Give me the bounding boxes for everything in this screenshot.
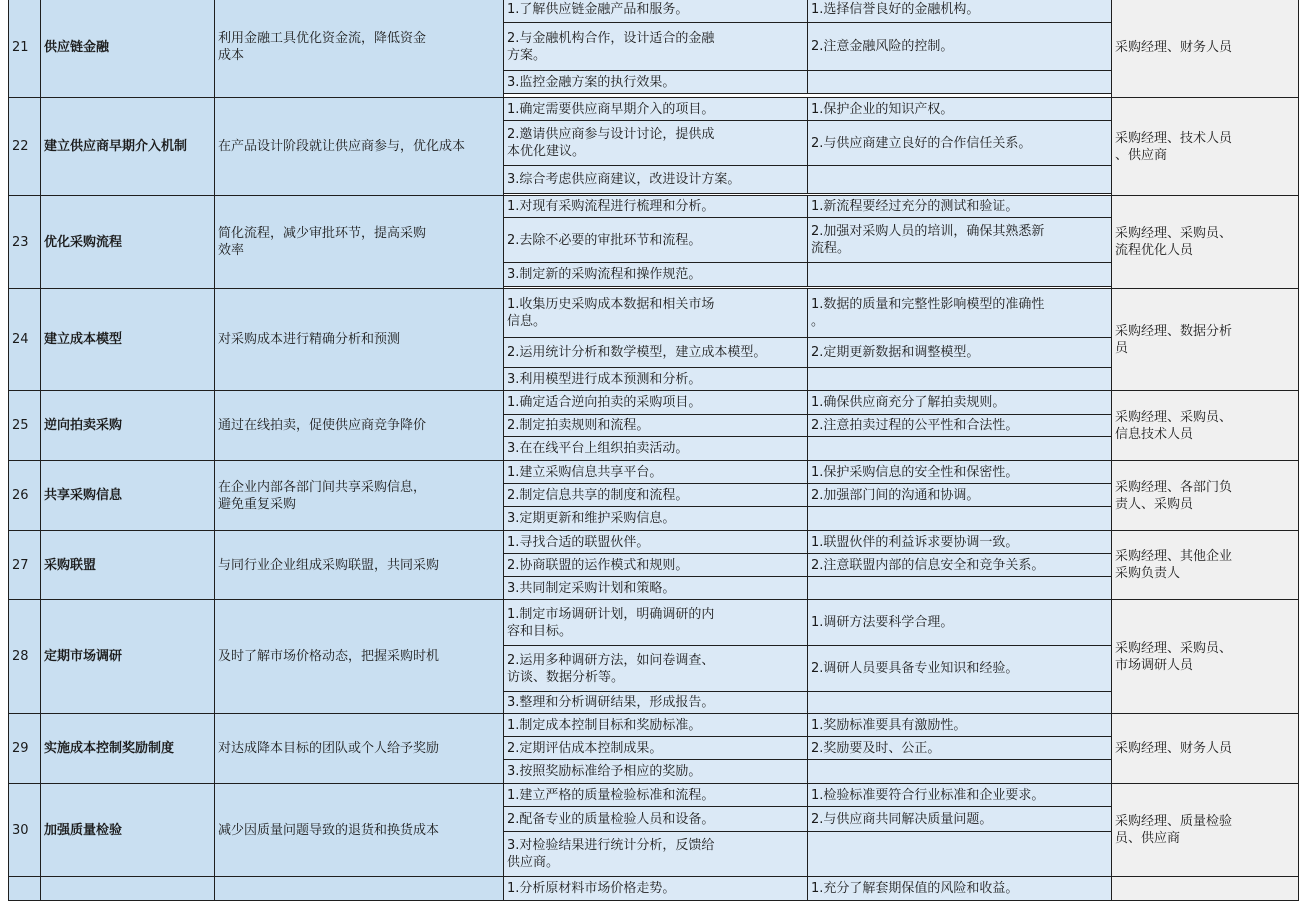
implementation-step-cell[interactable]: 1.建立采购信息共享平台。	[503, 460, 808, 484]
implementation-step-cell[interactable]: 2.制定信息共享的制度和流程。	[503, 483, 808, 507]
measure-name-cell[interactable]: 实施成本控制奖励制度	[40, 713, 215, 784]
row-number-cell[interactable]: 23	[8, 195, 41, 289]
implementation-step-cell[interactable]: 2.运用统计分析和数学模型，建立成本模型。	[503, 337, 808, 368]
precaution-note-cell[interactable]: 2.与供应商共同解决质量问题。	[807, 806, 1112, 832]
measure-description-cell[interactable]: 对达成降本目标的团队或个人给予奖励	[214, 713, 504, 784]
precaution-note-cell[interactable]: 2.注意金融风险的控制。	[807, 22, 1112, 71]
measure-description-cell[interactable]: 与同行业企业组成采购联盟，共同采购	[214, 530, 504, 600]
row-number-cell[interactable]: 22	[8, 97, 41, 196]
implementation-step-cell[interactable]: 2.协商联盟的运作模式和规则。	[503, 553, 808, 577]
row-number-cell[interactable]: 24	[8, 288, 41, 391]
precaution-note-cell[interactable]: 2.调研人员要具备专业知识和经验。	[807, 645, 1112, 692]
measure-name-cell[interactable]: 逆向拍卖采购	[40, 390, 215, 461]
responsible-person-cell[interactable]: 采购经理、采购员、 信息技术人员	[1111, 390, 1299, 461]
implementation-step-cell[interactable]: 2.定期评估成本控制成果。	[503, 736, 808, 760]
responsible-person-cell[interactable]: 采购经理、数据分析 员	[1111, 288, 1299, 391]
precaution-note-cell[interactable]: 1.充分了解套期保值的风险和收益。	[807, 876, 1112, 901]
row-number-cell[interactable]: 27	[8, 530, 41, 600]
implementation-step-cell[interactable]: 2.运用多种调研方法，如问卷调查、 访谈、数据分析等。	[503, 645, 808, 692]
row-number-cell[interactable]: 21	[8, 0, 41, 98]
precaution-note-cell[interactable]	[807, 759, 1112, 784]
implementation-step-cell[interactable]: 1.制定成本控制目标和奖励标准。	[503, 713, 808, 737]
precaution-note-cell[interactable]: 1.选择信誉良好的金融机构。	[807, 0, 1112, 23]
implementation-step-cell[interactable]: 1.了解供应链金融产品和服务。	[503, 0, 808, 23]
row-number-cell[interactable]: 30	[8, 783, 41, 877]
implementation-step-cell[interactable]: 2.制定拍卖规则和流程。	[503, 414, 808, 437]
precaution-note-cell[interactable]: 2.加强部门间的沟通和协调。	[807, 483, 1112, 507]
measure-name-cell[interactable]: 定期市场调研	[40, 599, 215, 714]
precaution-note-cell[interactable]	[807, 506, 1112, 531]
responsible-person-cell[interactable]: 采购经理、采购员、 市场调研人员	[1111, 599, 1299, 714]
measure-name-cell[interactable]: 建立供应商早期介入机制	[40, 97, 215, 196]
responsible-person-cell[interactable]	[1111, 876, 1299, 901]
responsible-person-cell[interactable]: 采购经理、其他企业 采购负责人	[1111, 530, 1299, 600]
measure-description-cell[interactable]: 减少因质量问题导致的退货和换货成本	[214, 783, 504, 877]
precaution-note-cell[interactable]: 1.调研方法要科学合理。	[807, 599, 1112, 646]
measure-name-cell[interactable]: 优化采购流程	[40, 195, 215, 289]
implementation-step-cell[interactable]: 3.在在线平台上组织拍卖活动。	[503, 436, 808, 461]
precaution-note-cell[interactable]: 2.定期更新数据和调整模型。	[807, 337, 1112, 368]
implementation-step-cell[interactable]: 1.确定需要供应商早期介入的项目。	[503, 97, 808, 121]
precaution-note-cell[interactable]: 2.注意拍卖过程的公平性和合法性。	[807, 414, 1112, 437]
precaution-note-cell[interactable]: 1.确保供应商充分了解拍卖规则。	[807, 390, 1112, 415]
responsible-person-cell[interactable]: 采购经理、质量检验 员、供应商	[1111, 783, 1299, 877]
measure-description-cell[interactable]: 利用金融工具优化资金流，降低资金 成本	[214, 0, 504, 98]
precaution-note-cell[interactable]	[807, 70, 1112, 94]
precaution-note-cell[interactable]: 1.新流程要经过充分的测试和验证。	[807, 195, 1112, 218]
implementation-step-cell[interactable]: 3.按照奖励标准给予相应的奖励。	[503, 759, 808, 784]
measure-name-cell[interactable]: 共享采购信息	[40, 460, 215, 531]
measure-description-cell[interactable]: 简化流程，减少审批环节，提高采购 效率	[214, 195, 504, 289]
responsible-person-cell[interactable]: 采购经理、技术人员 、供应商	[1111, 97, 1299, 196]
precaution-note-cell[interactable]: 2.奖励要及时、公正。	[807, 736, 1112, 760]
precaution-note-cell[interactable]: 1.联盟伙伴的利益诉求要协调一致。	[807, 530, 1112, 554]
precaution-note-cell[interactable]: 2.加强对采购人员的培训，确保其熟悉新 流程。	[807, 217, 1112, 263]
implementation-step-cell[interactable]: 3.监控金融方案的执行效果。	[503, 70, 808, 94]
implementation-step-cell[interactable]: 3.整理和分析调研结果，形成报告。	[503, 691, 808, 714]
implementation-step-cell[interactable]: 3.制定新的采购流程和操作规范。	[503, 262, 808, 287]
implementation-step-cell[interactable]: 1.建立严格的质量检验标准和流程。	[503, 783, 808, 807]
implementation-step-cell[interactable]: 1.确定适合逆向拍卖的采购项目。	[503, 390, 808, 415]
row-number-cell[interactable]: 29	[8, 713, 41, 784]
implementation-step-cell[interactable]: 1.制定市场调研计划，明确调研的内 容和目标。	[503, 599, 808, 646]
implementation-step-cell[interactable]: 3.利用模型进行成本预测和分析。	[503, 367, 808, 391]
implementation-step-cell[interactable]: 1.收集历史采购成本数据和相关市场 信息。	[503, 288, 808, 338]
implementation-step-cell[interactable]: 2.去除不必要的审批环节和流程。	[503, 217, 808, 263]
measure-description-cell[interactable]: 通过在线拍卖，促使供应商竞争降价	[214, 390, 504, 461]
precaution-note-cell[interactable]	[807, 367, 1112, 391]
precaution-note-cell[interactable]: 1.奖励标准要具有激励性。	[807, 713, 1112, 737]
precaution-note-cell[interactable]: 1.数据的质量和完整性影响模型的准确性 。	[807, 288, 1112, 338]
precaution-note-cell[interactable]: 2.注意联盟内部的信息安全和竞争关系。	[807, 553, 1112, 577]
measure-name-cell[interactable]: 建立成本模型	[40, 288, 215, 391]
precaution-note-cell[interactable]	[807, 165, 1112, 194]
measure-description-cell[interactable]	[214, 876, 504, 901]
precaution-note-cell[interactable]: 2.与供应商建立良好的合作信任关系。	[807, 120, 1112, 166]
responsible-person-cell[interactable]: 采购经理、财务人员	[1111, 713, 1299, 784]
implementation-step-cell[interactable]: 3.对检验结果进行统计分析，反馈给 供应商。	[503, 831, 808, 877]
implementation-step-cell[interactable]: 2.与金融机构合作，设计适合的金融 方案。	[503, 22, 808, 71]
measure-description-cell[interactable]: 对采购成本进行精确分析和预测	[214, 288, 504, 391]
implementation-step-cell[interactable]: 3.共同制定采购计划和策略。	[503, 576, 808, 601]
measure-name-cell[interactable]	[40, 876, 215, 901]
row-number-cell[interactable]: 25	[8, 390, 41, 461]
precaution-note-cell[interactable]: 1.检验标准要符合行业标准和企业要求。	[807, 783, 1112, 807]
implementation-step-cell[interactable]: 1.寻找合适的联盟伙伴。	[503, 530, 808, 554]
measure-description-cell[interactable]: 及时了解市场价格动态，把握采购时机	[214, 599, 504, 714]
row-number-cell[interactable]: 26	[8, 460, 41, 531]
responsible-person-cell[interactable]: 采购经理、采购员、 流程优化人员	[1111, 195, 1299, 289]
implementation-step-cell[interactable]: 3.综合考虑供应商建议，改进设计方案。	[503, 165, 808, 194]
measure-description-cell[interactable]: 在企业内部各部门间共享采购信息， 避免重复采购	[214, 460, 504, 531]
precaution-note-cell[interactable]	[807, 262, 1112, 287]
implementation-step-cell[interactable]: 3.定期更新和维护采购信息。	[503, 506, 808, 531]
implementation-step-cell[interactable]: 1.分析原材料市场价格走势。	[503, 876, 808, 901]
measure-description-cell[interactable]: 在产品设计阶段就让供应商参与，优化成本	[214, 97, 504, 196]
precaution-note-cell[interactable]: 1.保护企业的知识产权。	[807, 97, 1112, 121]
implementation-step-cell[interactable]: 2.邀请供应商参与设计讨论，提供成 本优化建议。	[503, 120, 808, 166]
responsible-person-cell[interactable]: 采购经理、各部门负 责人、采购员	[1111, 460, 1299, 531]
measure-name-cell[interactable]: 供应链金融	[40, 0, 215, 98]
responsible-person-cell[interactable]: 采购经理、财务人员	[1111, 0, 1299, 98]
precaution-note-cell[interactable]	[807, 691, 1112, 714]
precaution-note-cell[interactable]	[807, 436, 1112, 461]
implementation-step-cell[interactable]: 1.对现有采购流程进行梳理和分析。	[503, 195, 808, 218]
measure-name-cell[interactable]: 采购联盟	[40, 530, 215, 600]
precaution-note-cell[interactable]	[807, 831, 1112, 877]
row-number-cell[interactable]: 28	[8, 599, 41, 714]
implementation-step-cell[interactable]: 2.配备专业的质量检验人员和设备。	[503, 806, 808, 832]
measure-name-cell[interactable]: 加强质量检验	[40, 783, 215, 877]
precaution-note-cell[interactable]	[807, 576, 1112, 601]
row-number-cell[interactable]	[8, 876, 41, 901]
precaution-note-cell[interactable]: 1.保护采购信息的安全性和保密性。	[807, 460, 1112, 484]
